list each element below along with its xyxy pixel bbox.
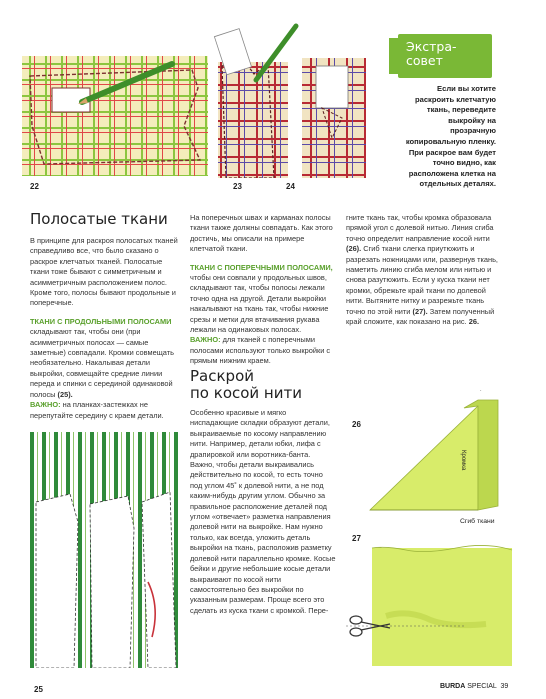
col3-text-a: гните ткань так, чтобы кромка образовала прямой угол с долевой нитью. Линия сгиба точно определит направление косой нити [346, 213, 494, 243]
long-stripes-ref: (25). [57, 389, 73, 399]
note-text-1: на планках-застежках не перепутайте середину с краем детали. [30, 400, 164, 420]
cross-stripes-title: ТКАНИ С ПОПЕРЕЧНЫМИ ПОЛОСАМИ, [190, 262, 333, 272]
col3-paragraph [346, 213, 500, 327]
figure-25-label: 25 [34, 685, 43, 694]
long-stripes-title: ТКАНИ С ПРОДОЛЬНЫМИ ПОЛОСАМИ [30, 316, 172, 326]
page-number: 39 [500, 683, 509, 690]
figure-22-label: 22 [30, 182, 39, 191]
figure-25 [30, 432, 178, 668]
note-text-2: для тканей с поперечными полосами используют только выкройки с прямым нижним краем. [190, 335, 331, 366]
figure-26-label: 26 [352, 420, 361, 429]
figure-24 [302, 58, 366, 178]
tip-header [398, 34, 492, 78]
figure-25-illustration [30, 432, 178, 668]
fig26-fold-label: Сгиб ткани [460, 518, 495, 525]
figure-26-illustration [360, 390, 510, 530]
section-heading-striped: Полосатые ткани [30, 210, 168, 228]
figure-24-illustration [302, 58, 366, 178]
figure-27-label: 27 [352, 534, 361, 543]
figure-27 [346, 540, 516, 674]
figure-22 [22, 56, 208, 176]
bias-heading-line2: по косой нити [190, 384, 302, 402]
figure-24-label: 24 [286, 182, 295, 191]
bias-text: Особенно красивые и мягко ниспадающие складки образуют детали, выкраиваемые по косому направлению нити. Например, детали юбки, лифа с драпировкой или воротника-банта. Важно, чтобы детали выкраивались действительно по косой, то есть точно под углом 45˚ к долевой нити, а не под каким-нибудь другим углом. Обычно за правильное расположение деталей под углом «отвечает» разметка направления долевой нити на выкройке. Нам нужно только, как всегда, уложить деталь выкройки на ткань, расположив разметку долевой нити параллельно кромке. Косые бейки и другие небольшие косые детали выкраивают по косой нити самостоятельно без выкройки по указанным размерам. Проще всего это сделать из куска ткани с кромкой. Пере- [190, 408, 336, 615]
page-footer [440, 683, 508, 690]
fig26-kromka-top [476, 390, 499, 391]
tip-title-line1: Экстра- [406, 39, 457, 54]
column-1 [30, 236, 178, 421]
col3-ref-26b: 26. [468, 317, 479, 327]
figure-22-illustration [22, 56, 208, 176]
figure-26 [360, 390, 510, 530]
footer-special: SPECIAL [467, 683, 497, 690]
figure-23-illustration [212, 22, 300, 178]
note-label-1: ВАЖНО: [30, 400, 61, 410]
tip-text: Если вы хотите раскроить клетчатую ткань, переведите выкройку на прозрачную копировальную пленку. При раскрое вам будет точно видно, как расположена клетка на отдельных деталях. [405, 84, 496, 189]
column-3 [346, 213, 500, 327]
bias-heading-line1: Раскрой [190, 367, 254, 385]
figure-27-illustration [346, 540, 516, 674]
col3-ref-27: (27). [412, 306, 428, 316]
col2-text1: На поперечных швах и карманах полосы ткани также должны совпадать. Как этого достичь, мы описали на примере клетчатой ткани. [190, 213, 333, 254]
striped-intro: В принципе для раскроя полосатых тканей справедливо все, что было сказано о раскрое клетчатых тканей. Полосатые ткани тоже бывают с симметричным и асимметричным расположением полос. Кроме того, полосы бывают продольные и поперечные. [30, 236, 178, 308]
tip-title [406, 40, 457, 68]
long-stripes-text: складывают так, чтобы они (при асимметричных полосах — самые заметные) совпадали. Кромки совмещать необязательно. Накалывая детали выкройки, совмещайте средние линии переда и спинки с серединой одинаковой полосы [30, 327, 174, 399]
col3-text-b: Сгиб ткани слегка приутюжить и разрезать ножницами или, развернув ткань, наметить линию сгиба мелом или нитью и снова разутюжить. Если у куска ткани нет кромки, обрежьте край ткани по долевой нити. Вытяните нитку и разрежьте ткань точно по этой нити [346, 244, 498, 316]
cross-stripes-paragraph [190, 263, 336, 367]
figure-23 [212, 22, 300, 178]
footer-brand: BURDA [440, 683, 466, 690]
column-2 [190, 213, 336, 367]
cross-stripes-text: чтобы они совпали у продольных швов, складывают так, чтобы полосы лежали точно одна на другой. Детали выкройки накалывают на ткань так, чтобы нижние срезы и метки для втачивания рукава лежали на одинаковых полосах. [190, 273, 329, 335]
tip-title-line2: совет [406, 53, 443, 68]
long-stripes-paragraph [30, 317, 178, 421]
fig26-kromka-vertical: Кромка [460, 450, 466, 471]
section-heading-bias [190, 368, 302, 402]
figure-23-label: 23 [233, 182, 242, 191]
col3-ref-26: (26). [346, 244, 362, 254]
note-label-2: ВАЖНО: [190, 335, 221, 345]
bias-text-column [190, 408, 336, 616]
col3-text-c: Затем полученный край сложите, как показано на рис. [346, 306, 495, 327]
